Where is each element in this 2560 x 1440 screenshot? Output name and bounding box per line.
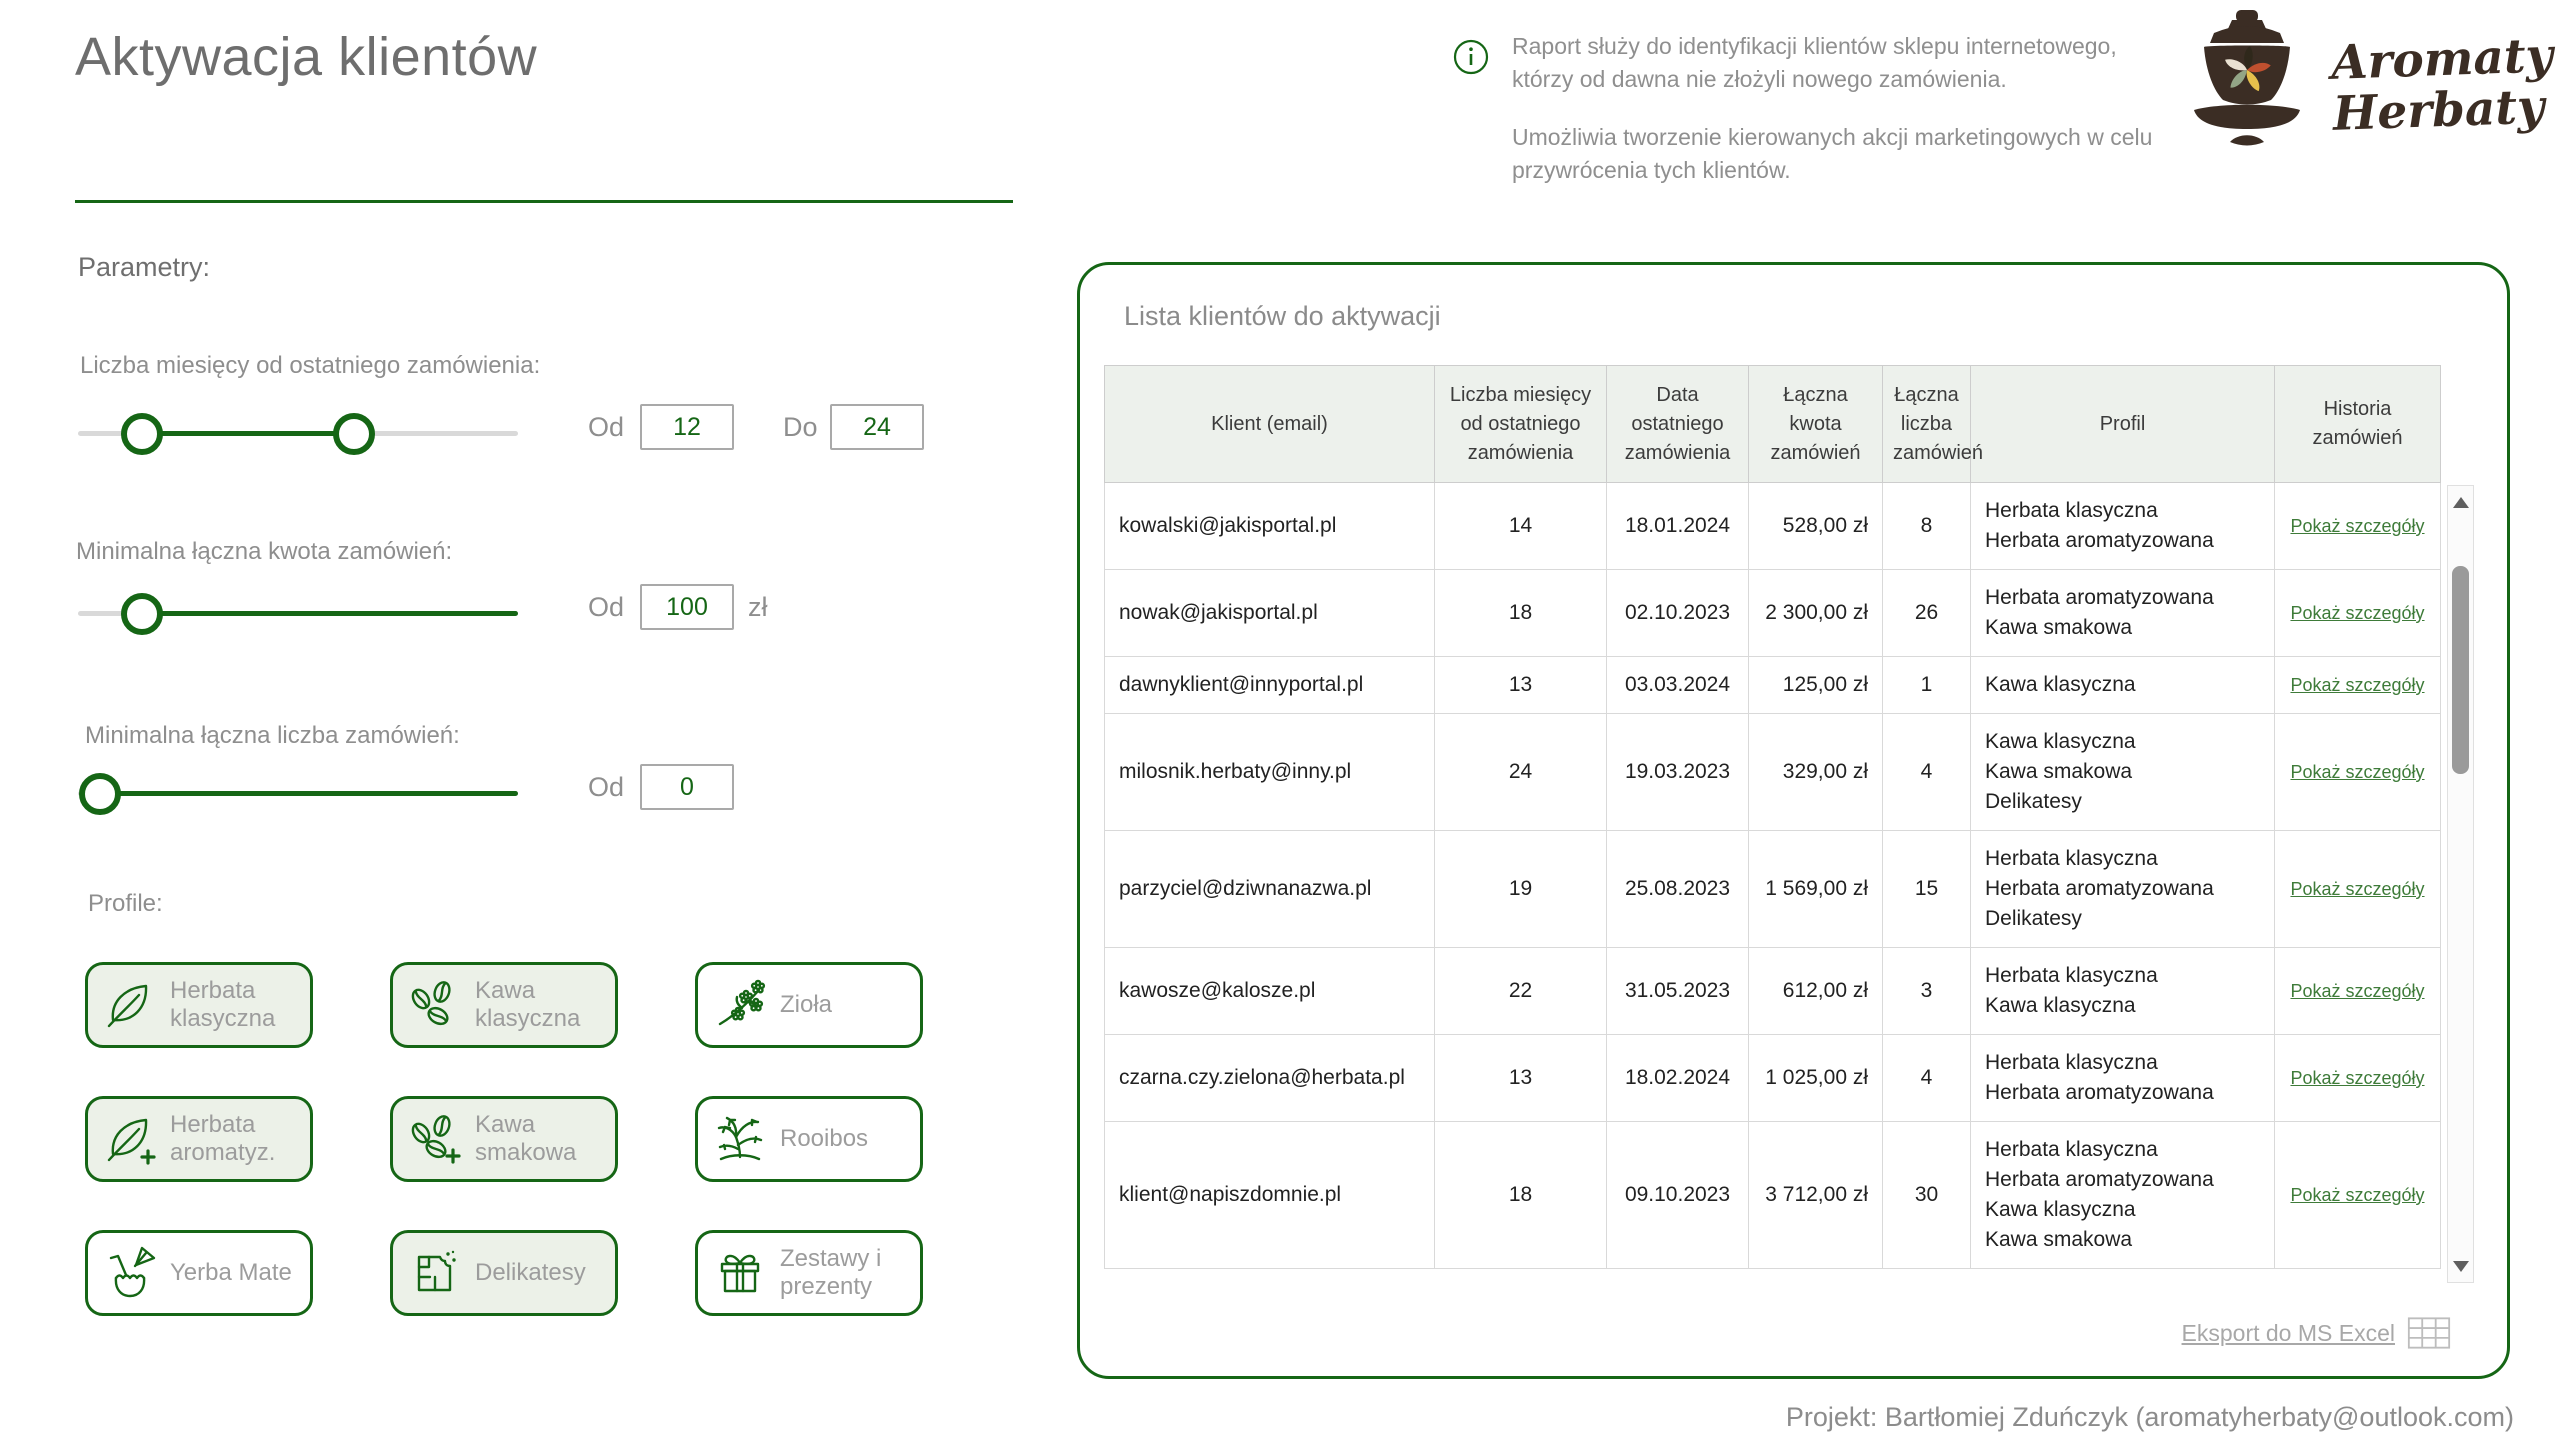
profile-button-label: Zestawy i prezenty [780,1245,882,1300]
show-details-link[interactable]: Pokaż szczegóły [2290,603,2425,623]
herbs-icon [712,977,768,1033]
cell-email: klient@napiszdomnie.pl [1105,1122,1435,1269]
cell-email: milosnik.herbaty@inny.pl [1105,714,1435,831]
profile-line: Herbata klasyczna [1985,499,2158,522]
orders-from-label: Od [588,772,625,802]
cell-total-amount: 3 712,00 zł [1749,1122,1883,1269]
rooibos-icon [712,1111,768,1167]
profile-line: Kawa smakowa [1985,760,2133,783]
table-row [1105,483,2441,570]
profile-button-herbata-klasyczna[interactable] [85,962,313,1048]
profile-line: Delikatesy [1985,790,2082,813]
profile-line: Herbata aromatyzowana [1985,877,2214,900]
cell-profiles [1971,1035,2275,1122]
profile-line: Herbata klasyczna [1985,847,2158,870]
cell-total-orders: 4 [1883,1035,1971,1122]
cell-profiles [1971,831,2275,948]
cell-total-orders: 8 [1883,483,1971,570]
cell-history [2275,657,2441,714]
cell-history [2275,570,2441,657]
profile-line: Kawa klasyczna [1985,730,2136,753]
cell-total-amount: 1 025,00 zł [1749,1035,1883,1122]
column-header-klient-email: Klient (email) [1105,366,1435,483]
amount-min-handle[interactable] [121,593,163,635]
scroll-down-arrow[interactable] [2448,1252,2473,1280]
show-details-link[interactable]: Pokaż szczegóły [2290,1068,2425,1088]
profile-line: Kawa klasyczna [1985,673,2136,696]
cell-total-amount: 125,00 zł [1749,657,1883,714]
cell-last-order-date: 25.08.2023 [1607,831,1749,948]
profile-line: Kawa smakowa [1985,1228,2133,1251]
cell-months: 13 [1435,1035,1607,1122]
brand-name [2330,28,2555,142]
cell-last-order-date: 02.10.2023 [1607,570,1749,657]
column-header-historia-zamówień: Historia zamówień [2275,366,2441,483]
show-details-link[interactable]: Pokaż szczegóły [2290,675,2425,695]
cell-total-orders: 1 [1883,657,1971,714]
profiles-heading: Profile: [88,890,163,917]
months-slider-label: Liczba miesięcy od ostatniego zamówienia: [80,352,541,379]
cell-total-amount: 1 569,00 zł [1749,831,1883,948]
months-min-handle[interactable] [121,413,163,455]
amount-slider-label: Minimalna łączna kwota zamówień: [76,538,453,565]
profile-button-label: Yerba Mate [170,1259,292,1287]
cell-total-amount: 2 300,00 zł [1749,570,1883,657]
orders-min-handle[interactable] [79,773,121,815]
show-details-link[interactable]: Pokaż szczegóły [2290,762,2425,782]
cell-history [2275,483,2441,570]
cell-months: 18 [1435,1122,1607,1269]
orders-slider-label: Minimalna łączna liczba zamówień: [85,722,460,749]
profile-line: Herbata klasyczna [1985,1138,2158,1161]
cell-email: czarna.czy.zielona@herbata.pl [1105,1035,1435,1122]
profile-line: Herbata aromatyzowana [1985,1168,2214,1191]
cell-months: 14 [1435,483,1607,570]
table-row [1105,657,2441,714]
amount-from-label: Od [588,592,625,622]
profile-line: Kawa klasyczna [1985,994,2136,1017]
coffee-beans-icon [407,977,463,1033]
cell-email: kawosze@kalosze.pl [1105,948,1435,1035]
cell-email: nowak@jakisportal.pl [1105,570,1435,657]
table-row [1105,570,2441,657]
profile-line: Herbata klasyczna [1985,964,2158,987]
customer-list-title: Lista klientów do aktywacji [1124,301,1441,331]
teapot-logo-icon [2168,6,2326,166]
cell-months: 18 [1435,570,1607,657]
column-header-profil: Profil [1971,366,2275,483]
cell-last-order-date: 18.02.2024 [1607,1035,1749,1122]
months-range-slider[interactable] [0,412,480,458]
cell-last-order-date: 18.01.2024 [1607,483,1749,570]
cell-email: dawnyklient@innyportal.pl [1105,657,1435,714]
show-details-link[interactable]: Pokaż szczegóły [2290,516,2425,536]
cell-email: parzyciel@dziwnanazwa.pl [1105,831,1435,948]
profile-line: Kawa smakowa [1985,616,2133,639]
show-details-link[interactable]: Pokaż szczegóły [2290,879,2425,899]
cell-months: 22 [1435,948,1607,1035]
profile-button-label: Delikatesy [475,1259,586,1287]
cell-total-amount: 528,00 zł [1749,483,1883,570]
delicacies-icon [407,1245,463,1301]
profile-line: Kawa klasyczna [1985,1198,2136,1221]
cell-last-order-date: 19.03.2023 [1607,714,1749,831]
table-body [1105,483,2441,1269]
cell-last-order-date: 09.10.2023 [1607,1122,1749,1269]
parameters-heading: Parametry: [78,252,211,282]
customer-list-panel [1077,262,2510,1379]
months-from-label: Od [588,412,625,442]
cell-months: 13 [1435,657,1607,714]
cell-total-amount: 612,00 zł [1749,948,1883,1035]
profile-button-kawa-smakowa[interactable] [390,1096,618,1182]
profile-button-rooibos[interactable] [695,1096,923,1182]
profile-line: Herbata aromatyzowana [1985,1081,2214,1104]
yerba-mate-icon [102,1245,158,1301]
header-row [1105,366,2441,483]
cell-total-orders: 4 [1883,714,1971,831]
cell-profiles [1971,657,2275,714]
cell-history [2275,948,2441,1035]
table-header [1105,366,2441,483]
scroll-up-arrow[interactable] [2448,488,2473,516]
profile-button-zioła[interactable] [695,962,923,1048]
table-row [1105,948,2441,1035]
profile-line: Herbata klasyczna [1985,1051,2158,1074]
tea-leaf-plus-icon [102,1111,158,1167]
profile-button-label: Rooibos [780,1125,869,1153]
table-row [1105,1035,2441,1122]
slider-active-range [100,791,518,796]
info-paragraph-2: Umożliwia tworzenie kierowanych akcji marketingowych w celu przywrócenia tych klientów. [1512,124,2153,183]
column-header-data-ostatniego-zamówienia: Data ostatniego zamówienia [1607,366,1749,483]
title-divider [75,200,1013,203]
tea-leaf-icon [102,977,158,1033]
amount-min-slider[interactable] [0,592,480,638]
profile-button-label: Herbata klasyczna [170,977,276,1032]
cell-history [2275,1122,2441,1269]
brand-name-line1: Aromaty [2330,28,2554,92]
show-details-link[interactable]: Pokaż szczegóły [2290,1185,2425,1205]
cell-history [2275,714,2441,831]
customers-table [1104,365,2441,1269]
profile-button-label: Kawa klasyczna [475,977,581,1032]
months-max-handle[interactable] [333,413,375,455]
export-excel-link[interactable]: Eksport do MS Excel [2181,1319,2395,1346]
column-header-łączna-liczba-zamówień: Łączna liczba zamówień [1883,366,1971,483]
cell-total-orders: 26 [1883,570,1971,657]
amount-currency-suffix: zł [748,592,768,622]
months-from-input[interactable]: 12 [640,404,734,450]
brand-name-line2: Herbaty [2331,79,2546,142]
cell-months: 24 [1435,714,1607,831]
amount-from-input[interactable]: 100 [640,584,734,630]
project-credit: Projekt: Bartłomiej Zduńczyk (aromatyherbaty@outlook.com) [1785,1402,2514,1432]
cell-total-amount: 329,00 zł [1749,714,1883,831]
info-icon [1452,38,1490,76]
profile-button-label: Kawa smakowa [475,1111,577,1166]
cell-months: 19 [1435,831,1607,948]
show-details-link[interactable]: Pokaż szczegóły [2290,981,2425,1001]
profile-button-kawa-klasyczna[interactable] [390,962,618,1048]
months-to-label: Do [783,412,818,442]
column-header-łączna-kwota-zamówień: Łączna kwota zamówień [1749,366,1883,483]
cell-profiles [1971,714,2275,831]
cell-last-order-date: 03.03.2024 [1607,657,1749,714]
profile-line: Herbata aromatyzowana [1985,586,2214,609]
cell-total-orders: 30 [1883,1122,1971,1269]
table-row [1105,1122,2441,1269]
cell-history [2275,831,2441,948]
profile-line: Herbata aromatyzowana [1985,529,2214,552]
profile-button-delikatesy[interactable] [390,1230,618,1316]
slider-active-range [142,431,354,436]
brand-logo [2168,6,2554,166]
table-scrollbar[interactable] [2447,485,2474,1283]
cell-profiles [1971,948,2275,1035]
info-paragraph-1: Raport służy do identyfikacji klientów sklepu internetowego, którzy od dawna nie złożyli nowego zamówienia. [1512,33,2117,92]
profile-button-zestawy-i-prezenty[interactable] [695,1230,923,1316]
cell-profiles [1971,483,2275,570]
profile-button-label: Herbata aromatyz. [170,1111,276,1166]
cell-profiles [1971,570,2275,657]
page-title: Aktywacja klientów [75,27,538,87]
orders-min-slider[interactable] [0,772,480,818]
profile-button-label: Zioła [780,991,833,1019]
profile-button-herbata-aromatyz[interactable] [85,1096,313,1182]
slider-active-range [142,611,518,616]
cell-history [2275,1035,2441,1122]
months-to-input[interactable]: 24 [830,404,924,450]
excel-grid-icon [2407,1316,2451,1350]
table-row [1105,714,2441,831]
export-row [2182,1316,2451,1350]
cell-profiles [1971,1122,2275,1269]
profile-button-yerba-mate[interactable] [85,1230,313,1316]
profile-line: Delikatesy [1985,907,2082,930]
cell-total-orders: 15 [1883,831,1971,948]
profile-buttons-grid [85,962,923,1316]
table-row [1105,831,2441,948]
report-description [1512,30,2172,213]
gift-icon [712,1245,768,1301]
cell-total-orders: 3 [1883,948,1971,1035]
orders-from-input[interactable]: 0 [640,764,734,810]
coffee-beans-plus-icon [407,1111,463,1167]
column-header-liczba-miesięcy-od-ostatniego-zamówienia: Liczba miesięcy od ostatniego zamówienia [1435,366,1607,483]
cell-email: kowalski@jakisportal.pl [1105,483,1435,570]
scroll-thumb[interactable] [2452,566,2469,774]
cell-last-order-date: 31.05.2023 [1607,948,1749,1035]
